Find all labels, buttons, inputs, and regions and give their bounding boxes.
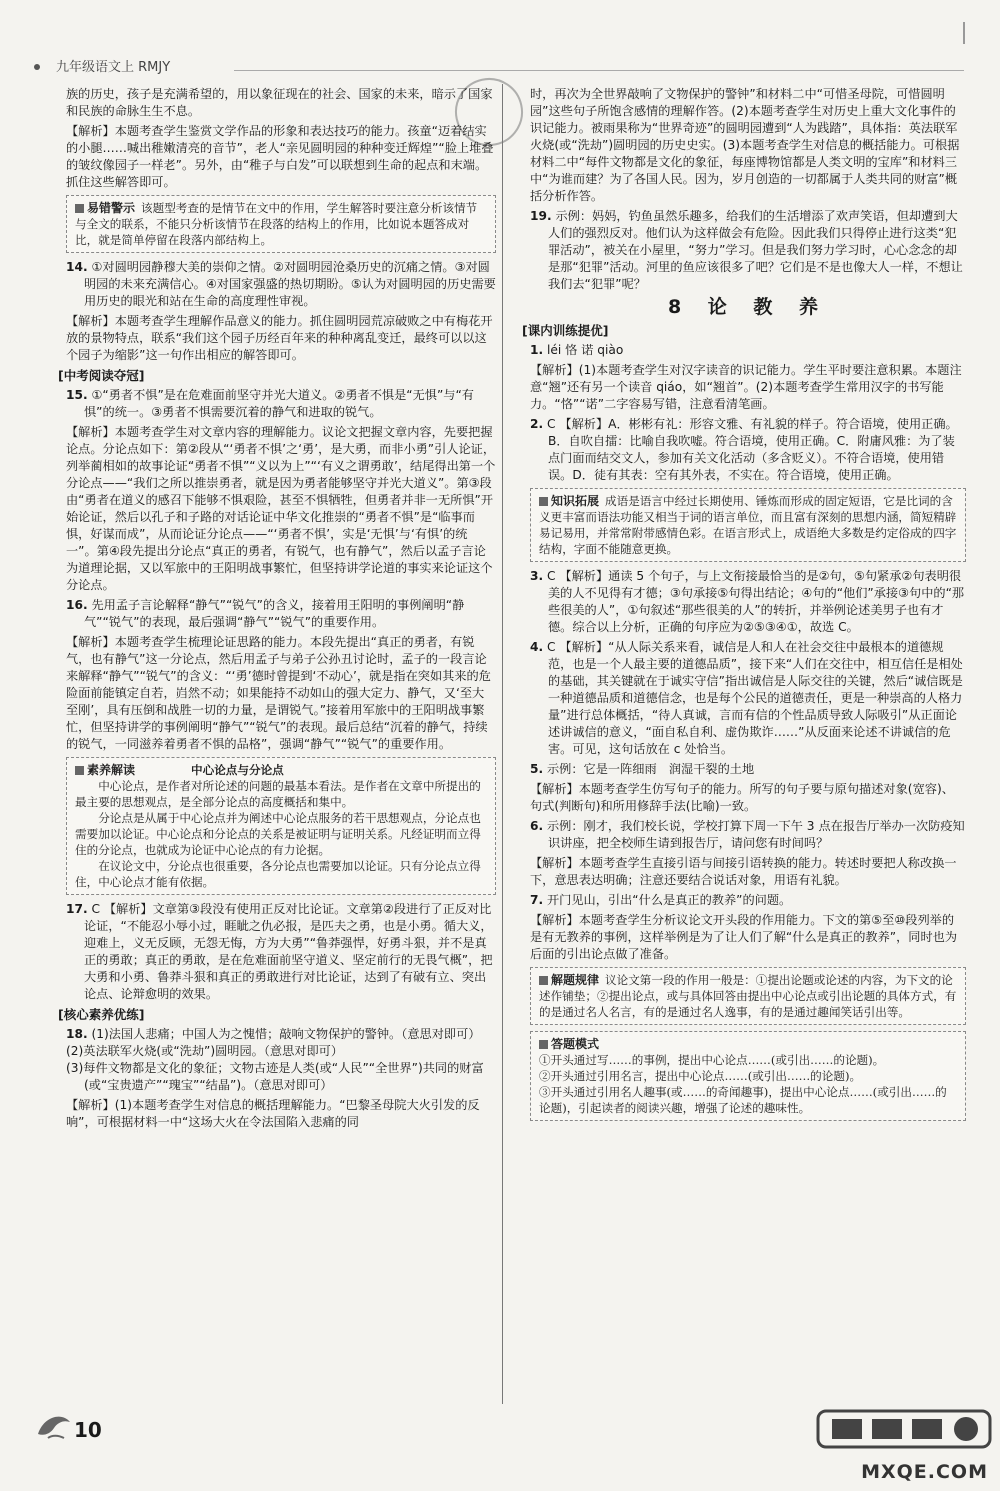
tip-box-title: 解题规律	[539, 973, 599, 987]
question-19: 19. 示例：妈妈，钓鱼虽然乐趣多，给我们的生活增添了欢声笑语，但却遭到大人们的强烈反对。他们认为这样做会有危险。因此我们只得停止进行这类“犯罪活动”，被关在小屋里，“努力”学习。但是我们努力学习时，心心念念的却是那“犯罪”活动。河里的鱼应该很多了吧？它们是不是也像大人一样，不想让我们去“犯罪”呢？	[530, 209, 963, 291]
question-2: 2. C 【解析】A．彬彬有礼：形容文雅、有礼貌的样子。符合语境，使用正确。B．自吹自擂：比喻自我吹嘘。符合语境，使用正确。C．附庸风雅：为了装点门面而结交文人，参加有关文化活动（多含贬义）。不符合语境，使用错误。D．徒有其表：空有其外表，不实在。符合语境，使用正确。	[530, 417, 958, 482]
square-icon	[75, 204, 84, 213]
pattern-line: ②开头通过引用名言，提出中心论点……(或引出……的论题)。	[539, 1069, 862, 1083]
crop-mark	[963, 22, 965, 44]
column-divider	[502, 84, 503, 1404]
analysis-15: 【解析】本题考查学生对文章内容的理解能力。议论文把握文章内容，先要把握论点。分论点如下：第②段从“‘勇者不惧’之‘勇’，是大勇，而非小勇”引人论证，列举蔺相如的故事论证“勇者不惧”“义以为上”“‘有义之谓勇敢’，结尾得出第一个分论点——“我们之所以推崇勇者，就是因为勇者能够坚守并光大道义”。第③段由“勇者在道义的感召下能够不惧艰险，甚至不惧牺牲，但勇者并非一无所惧”开始论证，然后以孔子和子路的对话论证中华文化推崇的“勇者不惧”是“临事而惧，好谋而成”，从而论证分论点——“‘勇者不惧’，实是‘无惧’与‘有惧’的统一”。第④段先提出分论点“真正的勇者，有锐气，也有静气”，然后以孟子言论为道理论据，又以军旅中的王阳明战事繁忙，但坚持讲学论道的事实来论证这个分论点。	[66, 425, 496, 592]
question-3: 3. C 【解析】通读 5 个句子，与上文衔接最恰当的是②句，⑤句紧承②句表明很美的人不见得有才德；③句承接⑤句得出结论；④句的“他们”承接③句中的“那些很美的人”，①句叙述“那些很美的人”的转折，并举例论述美男子也有才德。综合以上分析，正确的句序应为②⑤③④①，故选 C。	[530, 569, 965, 634]
watermark-site: MXQE.COM	[861, 1461, 988, 1483]
question-16: 16. 先用孟子言论解释“静气”“锐气”的含义，接着用王阳明的事例阐明“静气”“锐气”的表现，最后强调“静气”“锐气”的重要作用。	[66, 598, 465, 629]
analysis-1: 【解析】(1)本题考查学生对汉字读音的识记能力。学生平时要注意积累。本题注意“翘”还有另一个读音 qiáo，如“翘首”。(2)本题考查学生常用汉字的书写能力。“恪”“诺”二字容易写错，注意看清笔画。	[530, 363, 962, 411]
tip-box-title: 知识拓展	[539, 494, 599, 508]
pattern-line: ①开头通过写……的事例，提出中心论点……(或引出……的论题)。	[539, 1053, 885, 1067]
page-header	[34, 56, 964, 78]
tip-box-text: 议论文第一段的作用一般是：①提出论题或论述的内容，为下文的论述作铺垫；②提出论点，或与具体回答由提出中心论点或引出论题的具体方式，有的是通过名人名言，有的是通过名人逸事，有的是通过趣闻笑话引出等。	[539, 973, 957, 1019]
tip-box-text: 成语是语言中经过长期使用、锤炼而形成的固定短语，它是比词的含义更丰富而语法功能又相当于词的语言单位，而且富有深刻的思想内涵，简短精辟易记易用，并常常附带感情色彩。在语言形式上，成语绝大多数是约定俗成的四字结构，字面不能随意更换。	[539, 494, 957, 556]
tip-box-text: 该题型考查的是情节在文中的作用，学生解答时要注意分析该情节与全文的联系，不能只分析该情节在段落的结构上的作用，比如说本题答成对比，就是简单停留在段落内部结构上。	[75, 201, 478, 247]
tip-box-subtitle: 中心论点与分论点	[191, 763, 284, 777]
answer-line: (2)英法联军火烧(或“洗劫”)圆明园。（意思对即可）	[66, 1044, 344, 1058]
tip-box-title: 素养解读	[75, 763, 135, 777]
analysis-6: 【解析】本题考查学生直接引语与间接引语转换的能力。转述时要把人称改换一下，意思表达明确；注意还要结合说话对象，用语有礼貌。	[530, 856, 957, 887]
tip-box-paragraph: 在议论文中，分论点也很重要，各分论点也需要加以论证。只有分论点立得住，中心论点才能有依据。	[75, 859, 481, 889]
question-14: 14. ①对圆明园静穆大美的崇仰之情。②对圆明园沧桑历史的沉痛之情。③对圆明园的未来充满信心。④对国家强盛的热切期盼。⑤认为对圆明园的历史需要用历史的眼光和站在生命的高度理性审视。	[66, 260, 496, 308]
analysis-18-continued: 时，再次为全世界敲响了文物保护的警钟”和材料二中“可惜圣母院，可惜圆明园”这些句子所饱含感情的理解作答。(2)本题考查学生对历史上重大文化事件的识记能力。被雨果称为“世界奇迹”的圆明园遭到“人为践踏”，具体指：英法联军火烧(或“洗劫”)圆明园的历史史实。(3)本题考查学生对信息的概括能力。可根据材料二中“每件文物都是文化的象征，每座博物馆都是人类文明的宝库”和材料三中“为谁而建？为了各国人民。因为，岁月创造的一切都属于人类共同的财富”概括分析作答。	[530, 87, 960, 203]
tip-box-paragraph: 分论点是从属于中心论点并为阐述中心论点服务的若干思想观点，分论点也需要加以论证。中心论点和分论点的关系是被证明与证明关系。凡经证明而立得住的分论点，也就成为论证中心论点的有力论据。	[75, 811, 481, 857]
chapter-title: 8 论 教 养	[667, 296, 829, 318]
tip-box-title: 易错警示	[75, 201, 135, 215]
analysis-14: 【解析】本题考查学生理解作品意义的能力。抓住圆明园荒凉破败之中有梅花开放的景物特点，联系“我们这个园子历经百年来的种种离乱变迁，最终可以以这个园子为缩影”这一句作出相应的解答即可。	[66, 314, 493, 362]
header-title: 九年级语文上 RMJY	[56, 60, 171, 75]
header-rule	[234, 70, 964, 71]
right-column	[522, 86, 966, 1127]
analysis-18: 【解析】(1)本题考查学生对信息的概括理解能力。“巴黎圣母院大火引发的反响”，可根据材料一中“这场大火在令法国陷入悲痛的同	[66, 1098, 480, 1129]
question-1: 1. léi 恪 诺 qiào	[530, 343, 624, 357]
analysis-16: 【解析】本题考查学生梳理论证思路的能力。本段先提出“真正的勇者，有锐气，也有静气”这一分论点，然后用孟子与弟子公孙丑讨论时，孟子的一段言论来解释“静气”“锐气”的含义：“‘勇’德时曾提到‘不动心’，就是指在突如其来的危险面前能镇定自若，岿然不动；如果能持不动如山的强大定力、静气，又‘至大至刚’，具有压倒和战胜一切的力量，是谓锐气。”接着用军旅中的王阳明战事繁忙，但坚持讲学的事例阐明“静气”“锐气”的表现。最后总结“沉着的静气，持续的锐气，一同滋养着勇者不惧的品格”，强调“静气”“锐气”的重要作用。	[66, 635, 491, 751]
dolphin-logo-icon	[34, 1408, 74, 1442]
question-4: 4. C 【解析】“从人际关系来看，诚信是人和人在社会交往中最根本的道德规范，也是一个人最主要的道德品质”，接下来“人们在交往中，相互信任是相处的基础，其关键就在于诚实守信”指出诚信是人际交往的关键，然后“诚信既是一种道德品质和道德信念，也是每个公民的道德责任，更是一种崇高的人格力量”进行总体概括，“待人真诚，言而有信的个性品质导致人际吸引”从正面论述讲诚信的意义，“面自私自利、虚伪欺诈……”从反面来论述不讲诚信的危害。可见，这句话放在 c 处恰当。	[530, 640, 963, 756]
watermark-logo-icon	[814, 1407, 994, 1451]
question-6: 6. 示例：刚才，我们校长说，学校打算下周一下午 3 点在报告厅举办一次防疫知识讲座，把全校师生请到报告厅，请问您有时间吗？	[530, 819, 965, 850]
square-icon	[539, 976, 548, 985]
question-7: 7. 开门见山，引出“什么是真正的教养”的问题。	[530, 893, 792, 907]
tip-box-error-warning	[66, 195, 496, 253]
section-heading: [核心素养优练]	[58, 1007, 145, 1022]
tip-box-answer-pattern	[530, 1031, 966, 1121]
pattern-line: ③开头通过引用名人趣事(或……的奇闻趣事)，提出中心论点……(或引出……的论题)，引起读者的阅读兴趣，增强了论述的趣味性。	[539, 1085, 947, 1115]
tip-box-knowledge	[530, 488, 966, 562]
lead-paragraph: 族的历史，孩子是充满希望的，用以象征现在的社会、国家的未来，暗示了国家和民族的命脉生生不息。	[66, 87, 493, 118]
square-icon	[539, 497, 548, 506]
header-bullet-icon	[34, 64, 40, 70]
lead-analysis: 【解析】本题考查学生鉴赏文学作品的形象和表达技巧的能力。孩童“迈着结实的小腿……喊出稚嫩清亮的音节”，老人“亲见圆明园的种种变迁辉煌”“脸上堆叠的皱纹像园子一样老”。另外，由“稚子与白发”可以联想到生命的起点和末端。抓住这些解答即可。	[66, 124, 494, 189]
left-column	[58, 86, 496, 1134]
question-5: 5. 示例：它是一阵细雨 润湿干裂的土地	[530, 762, 755, 776]
question-15: 15. ①“勇者不惧”是在危难面前坚守并光大道义。②勇者不惧是“无惧”与“有惧”的统一。③勇者不惧需要沉着的静气和进取的锐气。	[66, 388, 474, 419]
section-heading: [课内训练提优]	[522, 323, 609, 338]
square-icon	[539, 1040, 548, 1049]
question-17: 17. C 【解析】文章第③段没有使用正反对比论证。文章第②段进行了正反对比论证，“不能忍小辱小过，睚眦之仇必报，是匹夫之勇，也是小勇。循大义，迎难上，义无反顾，无怨无悔，方为大勇”“鲁莽强悍，好勇斗狠，并不是真正的勇敢；真正的勇敢，是在危难面前坚守道义、坚定前行的无畏气概”，把大勇和小勇、鲁莽斗狠和真正的勇敢进行对比论证，达到了有破有立、突出论点、论辩愈明的效果。	[66, 902, 493, 1001]
tip-box-rules	[530, 967, 966, 1025]
page-number: 10	[74, 1418, 102, 1442]
analysis-7: 【解析】本题考查学生分析议论文开头段的作用能力。下文的第⑤至⑩段列举的是有无教养的事例，这样举例是为了让人们了解“什么是真正的教养”，同时也为后面的引出论点做了准备。	[530, 913, 958, 961]
watermark	[814, 1407, 994, 1485]
analysis-5: 【解析】本题考查学生仿写句子的能力。所写的句子要与原句描述对象(宽容)、句式(判断句)和所用修辞手法(比喻)一致。	[530, 782, 954, 813]
question-18: 18. (1)法国人悲痛；中国人为之愧惜；敲响文物保护的警钟。（意思对即可） (2)英法联军火烧(或“洗劫”)圆明园。（意思对即可） (3)每件文物都是文化的象征；文物古迹是人类(或“人民”“全世界”)共同的财富(或“宝贵遗产”“瑰宝”“结晶”)。（意思对即可）	[66, 1026, 496, 1094]
answer-line: (3)每件文物都是文化的象征；文物古迹是人类(或“人民”“全世界”)共同的财富(或“宝贵遗产”“瑰宝”“结晶”)。（意思对即可）	[66, 1061, 484, 1092]
square-icon	[75, 766, 84, 775]
section-heading: [中考阅读夺冠]	[58, 368, 145, 383]
tip-box-title: 答题模式	[539, 1037, 599, 1051]
tip-box-paragraph: 中心论点，是作者对所论述的问题的最基本看法。是作者在文章中所提出的最主要的思想观点，是全部分论点的高度概括和集中。	[75, 779, 481, 809]
tip-box-literacy	[66, 757, 496, 895]
